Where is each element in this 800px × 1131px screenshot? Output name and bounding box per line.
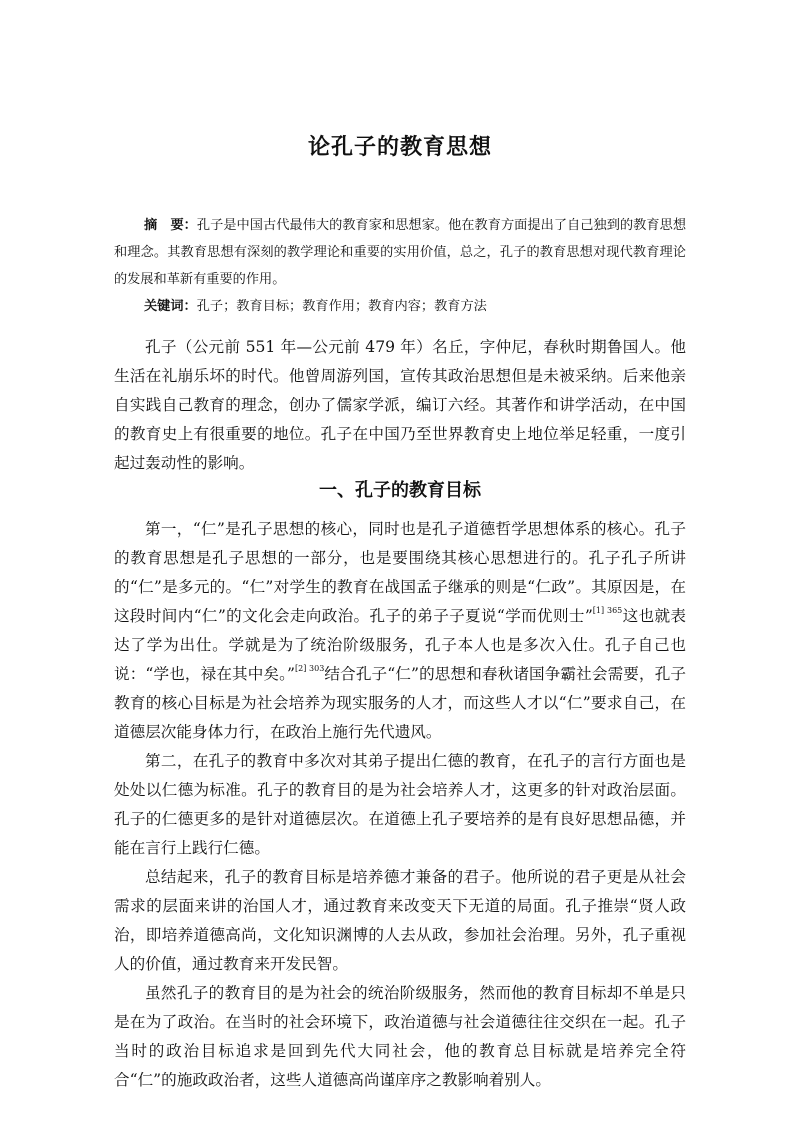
intro-section bbox=[114, 333, 686, 478]
keywords-line bbox=[114, 293, 686, 320]
keywords-text: 孔子；教育目标；教育作用；教育内容；教育方法 bbox=[196, 299, 487, 314]
section-heading: 一、孔子的教育目标 bbox=[319, 480, 481, 501]
abstract-paragraph bbox=[114, 212, 686, 293]
paper-title: 论孔子的教育思想 bbox=[307, 135, 492, 160]
section-paragraph-4: 虽然孔子的教育目的是为社会的统治阶级服务，然而他的教育目标却不单是只是在为了政治。在当时的社会环境下，政治道德与社会道德往往交织在一起。孔子当时的政治目标追求是回到先代大同社会，他的教育总目标就是培养完全符合“仁”的施政政治者，这些人道德高尚谨庠序之教影响着别人。 bbox=[114, 984, 686, 1089]
abstract-label: 摘 要： bbox=[144, 218, 197, 233]
paragraph-1-text-a: 第一，“仁”是孔子思想的核心，同时也是孔子道德哲学思想体系的核心。孔子的教育思想是孔子思想的一部分，也是要围绕其核心思想进行的。孔子孔子所讲的“仁”是多元的。“仁”对学生的教育在战国孟子继承的则是“仁政”。其原因是，在这段时间内“仁”的文化会走向政治。孔子的弟子子夏说“学而优则士” bbox=[114, 520, 686, 625]
section-body bbox=[114, 515, 686, 1095]
abstract-section bbox=[114, 212, 686, 320]
keywords-label: 关键词： bbox=[144, 299, 197, 314]
paragraph-1-text-c: 结合孔子“仁”的思想和春秋诸国争霸社会需要，孔子教育的核心目标是为社会培养为现实服务的人才，而这些人才以“仁”要求自己，在道德层次能身体力行，在政治上施行先代遗风。 bbox=[114, 665, 686, 741]
citation-ref-1: [1] 365 bbox=[592, 606, 623, 615]
abstract-text: 孔子是中国古代最伟大的教育家和思想家。他在教育方面提出了自己独到的教育思想和理念。其教育思想有深刻的教学理论和重要的实用价值，总之，孔子的教育思想对现代教育理论的发展和革新有重要的作用。 bbox=[114, 218, 687, 287]
section-paragraph-1 bbox=[114, 515, 686, 747]
section-paragraph-3: 总结起来，孔子的教育目标是培养德才兼备的君子。他所说的君子更是从社会需求的层面来讲的治国人才，通过教育来改变天下无道的局面。孔子推崇“贤人政治，即培养道德高尚，文化知识渊博的人去从政，参加社会治理。另外，孔子重视人的价值，通过教育来开发民智。 bbox=[114, 868, 686, 973]
citation-ref-2: [2] 303 bbox=[295, 664, 325, 673]
intro-paragraph: 孔子（公元前 551 年—公元前 479 年）名丘，字仲尼，春秋时期鲁国人。他生活在礼崩乐坏的时代。他曾周游列国，宣传其政治思想但是未被采纳。后来他亲自实践自己教育的理念，创办了儒家学派，编订六经。其著作和讲学活动，在中国的教育史上有很重要的地位。孔子在中国乃至世界教育史上地位举足轻重，一度引起过轰动性的影响。 bbox=[114, 338, 686, 472]
paragraph-1-text-b: 这也就表达了学为出仕。学就是为了统治阶级服务，孔子本人也是多次入仕。孔子自己也说：“学也，禄在其中矣。” bbox=[114, 607, 686, 683]
section-paragraph-2: 第二，在孔子的教育中多次对其弟子提出仁德的教育，在孔子的言行方面也是处处以仁德为标准。孔子的教育目的是为社会培养人才，这更多的针对政治层面。孔子的仁德更多的是针对道德层次。在道德上孔子要培养的是有良好思想品德，并能在言行上践行仁德。 bbox=[114, 752, 686, 857]
